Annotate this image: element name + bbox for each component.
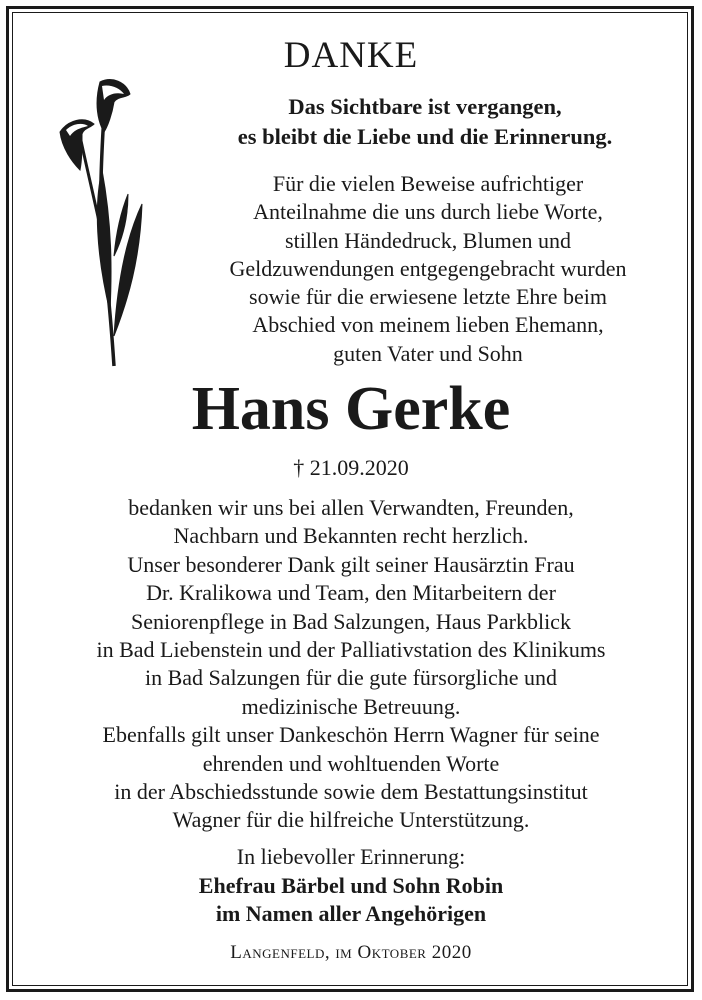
motto-line: es bleibt die Liebe und die Erinnerung.	[237, 124, 613, 149]
intro-line: guten Vater und Sohn	[333, 340, 523, 366]
intro-line: sowie für die erwiesene letzte Ehre beim	[249, 284, 607, 310]
place-date: Langenfeld, im Oktober 2020	[230, 942, 472, 963]
body-line: Seniorenpflege in Bad Salzungen, Haus Parkblick	[131, 608, 571, 634]
notice-heading: DANKE	[283, 35, 419, 76]
body-line: Wagner für die hilfreiche Unterstützung.	[172, 807, 530, 833]
body-line: in Bad Liebenstein und der Palliativstation des Klinikums	[96, 637, 606, 663]
body-line: Dr. Kralikowa und Team, den Mitarbeitern der	[146, 580, 556, 606]
intro-paragraph	[150, 170, 702, 368]
body-line: Ebenfalls gilt unser Dankeschön Herrn Wagner für seine	[102, 722, 600, 748]
closing	[0, 843, 702, 929]
body-line: Unser besonderer Dank gilt seiner Hausärztin Frau	[127, 551, 575, 577]
intro-line: Für die vielen Beweise aufrichtiger	[272, 171, 584, 196]
calla-lily-icon	[54, 74, 154, 370]
body-line: Nachbarn und Bekannten recht herzlich.	[173, 523, 529, 549]
body-line: in Bad Salzungen für die gute fürsorgliche und	[145, 665, 557, 691]
motto	[150, 92, 700, 152]
closing-line: In liebevoller Erinnerung:	[236, 844, 466, 869]
death-date: † 21.09.2020	[293, 455, 409, 480]
signatory-line: im Namen aller Angehörigen	[215, 901, 487, 926]
intro-line: stillen Händedruck, Blumen und	[285, 227, 571, 253]
body-line: ehrenden und wohltuenden Worte	[202, 750, 500, 776]
intro-line: Geldzuwendungen entgegengebracht wurden	[229, 255, 627, 281]
motto-line: Das Sichtbare ist vergangen,	[288, 94, 562, 119]
intro-line: Abschied von meinem lieben Ehemann,	[252, 312, 604, 338]
intro-line: Anteilnahme die uns durch liebe Worte,	[253, 199, 603, 225]
body-line: medizinische Betreuung.	[241, 693, 461, 719]
signatory-line: Ehefrau Bärbel und Sohn Robin	[198, 872, 504, 898]
body-line: bedanken wir uns bei allen Verwandten, Freunden,	[128, 495, 574, 520]
body-line: in der Abschiedsstunde sowie dem Bestattungsinstitut	[114, 779, 588, 805]
deceased-name: Hans Gerke	[191, 375, 511, 443]
thanks-paragraph	[0, 494, 702, 835]
